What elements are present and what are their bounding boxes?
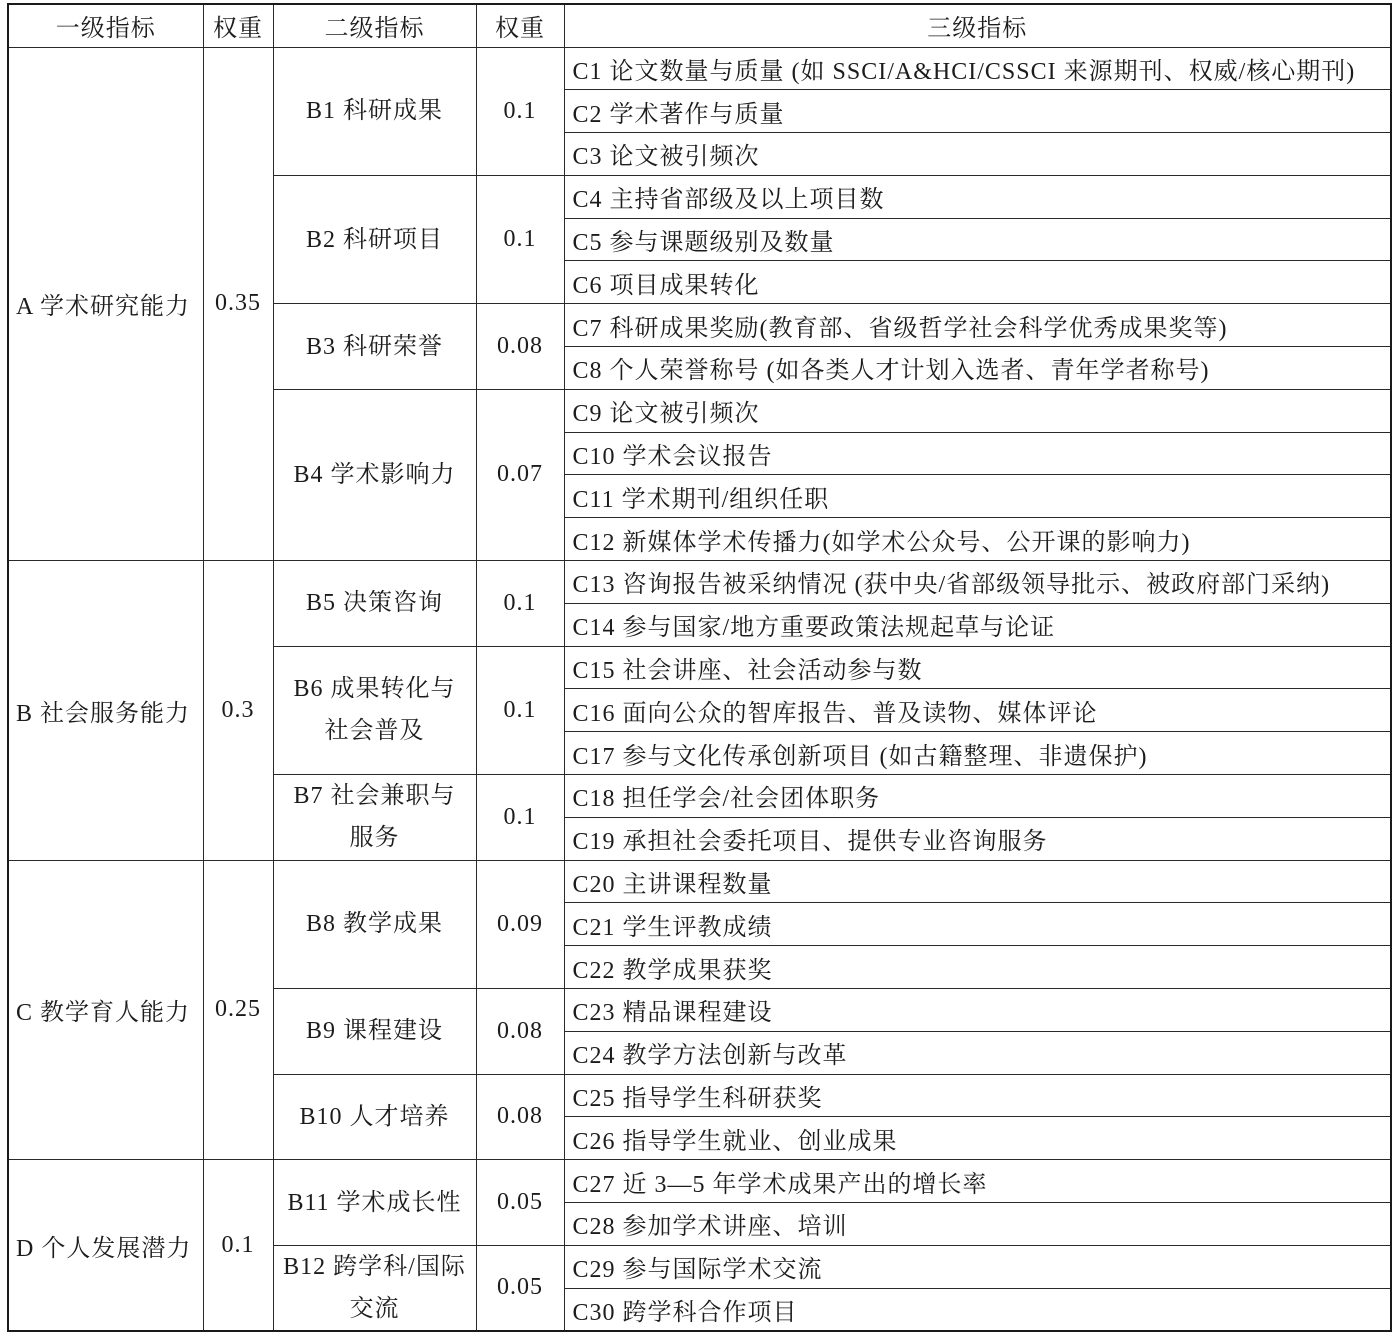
level2-indicator-cell: B2 科研项目: [273, 175, 476, 303]
level2-indicator-cell: B5 决策咨询: [273, 561, 476, 647]
level3-indicator-cell: C10 学术会议报告: [564, 432, 1391, 475]
level3-indicator-cell: C3 论文被引频次: [564, 133, 1391, 176]
header-level2-indicator: 二级指标: [273, 4, 476, 47]
level3-indicator-cell: C7 科研成果奖励(教育部、省级哲学社会科学优秀成果奖等): [564, 304, 1391, 347]
level3-indicator-cell: C23 精品课程建设: [564, 989, 1391, 1032]
header-level1-weight: 权重: [203, 4, 273, 47]
level2-indicator-cell: B12 跨学科/国际 交流: [273, 1245, 476, 1331]
header-level1-indicator: 一级指标: [8, 4, 203, 47]
level3-indicator-cell: C12 新媒体学术传播力(如学术公众号、公开课的影响力): [564, 518, 1391, 561]
header-level2-weight: 权重: [476, 4, 564, 47]
level2-weight-cell: 0.1: [476, 175, 564, 303]
level2-weight-cell: 0.1: [476, 47, 564, 175]
table-body: [8, 47, 1391, 1331]
level1-weight-cell: 0.35: [203, 47, 273, 561]
level3-indicator-cell: C19 承担社会委托项目、提供专业咨询服务: [564, 817, 1391, 860]
level1-indicator-cell: B 社会服务能力: [8, 561, 203, 861]
level1-indicator-cell: A 学术研究能力: [8, 47, 203, 561]
level3-indicator-cell: C25 指导学生科研获奖: [564, 1074, 1391, 1117]
level3-indicator-cell: C2 学术著作与质量: [564, 90, 1391, 133]
level2-weight-cell: 0.08: [476, 304, 564, 390]
level3-indicator-cell: C21 学生评教成绩: [564, 903, 1391, 946]
level3-indicator-cell: C20 主讲课程数量: [564, 860, 1391, 903]
level3-indicator-cell: C8 个人荣誉称号 (如各类人才计划入选者、青年学者称号): [564, 347, 1391, 390]
level2-indicator-cell: B6 成果转化与 社会普及: [273, 646, 476, 774]
table-row: [8, 860, 1391, 903]
level3-indicator-cell: C28 参加学术讲座、培训: [564, 1203, 1391, 1246]
level2-weight-cell: 0.1: [476, 775, 564, 861]
level1-weight-cell: 0.1: [203, 1160, 273, 1331]
table-header: [8, 4, 1391, 47]
level2-weight-cell: 0.05: [476, 1245, 564, 1331]
level2-indicator-cell: B3 科研荣誉: [273, 304, 476, 390]
level2-weight-cell: 0.07: [476, 389, 564, 560]
level3-indicator-cell: C6 项目成果转化: [564, 261, 1391, 304]
level2-weight-cell: 0.05: [476, 1160, 564, 1246]
level2-weight-cell: 0.1: [476, 646, 564, 774]
level3-indicator-cell: C29 参与国际学术交流: [564, 1245, 1391, 1288]
level2-indicator-cell: B8 教学成果: [273, 860, 476, 988]
level3-indicator-cell: C11 学术期刊/组织任职: [564, 475, 1391, 518]
level1-indicator-cell: C 教学育人能力: [8, 860, 203, 1160]
level3-indicator-cell: C30 跨学科合作项目: [564, 1288, 1391, 1331]
level1-weight-cell: 0.25: [203, 860, 273, 1160]
level1-weight-cell: 0.3: [203, 561, 273, 861]
table-row: [8, 1160, 1391, 1203]
header-level3-indicator: 三级指标: [564, 4, 1391, 47]
table-row: [8, 561, 1391, 604]
level2-indicator-cell: B10 人才培养: [273, 1074, 476, 1160]
level3-indicator-cell: C1 论文数量与质量 (如 SSCI/A&HCI/CSSCI 来源期刊、权威/核心期刊): [564, 47, 1391, 90]
level2-weight-cell: 0.08: [476, 1074, 564, 1160]
level3-indicator-cell: C18 担任学会/社会团体职务: [564, 775, 1391, 818]
level3-indicator-cell: C9 论文被引频次: [564, 389, 1391, 432]
level2-indicator-cell: B9 课程建设: [273, 989, 476, 1075]
level1-indicator-cell: D 个人发展潜力: [8, 1160, 203, 1331]
level3-indicator-cell: C16 面向公众的智库报告、普及读物、媒体评论: [564, 689, 1391, 732]
level2-indicator-cell: B11 学术成长性: [273, 1160, 476, 1246]
level3-indicator-cell: C22 教学成果获奖: [564, 946, 1391, 989]
level2-indicator-cell: B4 学术影响力: [273, 389, 476, 560]
level3-indicator-cell: C24 教学方法创新与改革: [564, 1031, 1391, 1074]
header-row: [8, 4, 1391, 47]
level2-indicator-cell: B1 科研成果: [273, 47, 476, 175]
level3-indicator-cell: C14 参与国家/地方重要政策法规起草与论证: [564, 603, 1391, 646]
level3-indicator-cell: C13 咨询报告被采纳情况 (获中央/省部级领导批示、被政府部门采纳): [564, 561, 1391, 604]
table-row: [8, 47, 1391, 90]
level2-weight-cell: 0.09: [476, 860, 564, 988]
level2-indicator-cell: B7 社会兼职与 服务: [273, 775, 476, 861]
level3-indicator-cell: C4 主持省部级及以上项目数: [564, 175, 1391, 218]
level2-weight-cell: 0.1: [476, 561, 564, 647]
level3-indicator-cell: C26 指导学生就业、创业成果: [564, 1117, 1391, 1160]
level2-weight-cell: 0.08: [476, 989, 564, 1075]
level3-indicator-cell: C17 参与文化传承创新项目 (如古籍整理、非遗保护): [564, 732, 1391, 775]
level3-indicator-cell: C27 近 3—5 年学术成果产出的增长率: [564, 1160, 1391, 1203]
indicator-table: [7, 3, 1392, 1332]
level3-indicator-cell: C5 参与课题级别及数量: [564, 218, 1391, 261]
level3-indicator-cell: C15 社会讲座、社会活动参与数: [564, 646, 1391, 689]
